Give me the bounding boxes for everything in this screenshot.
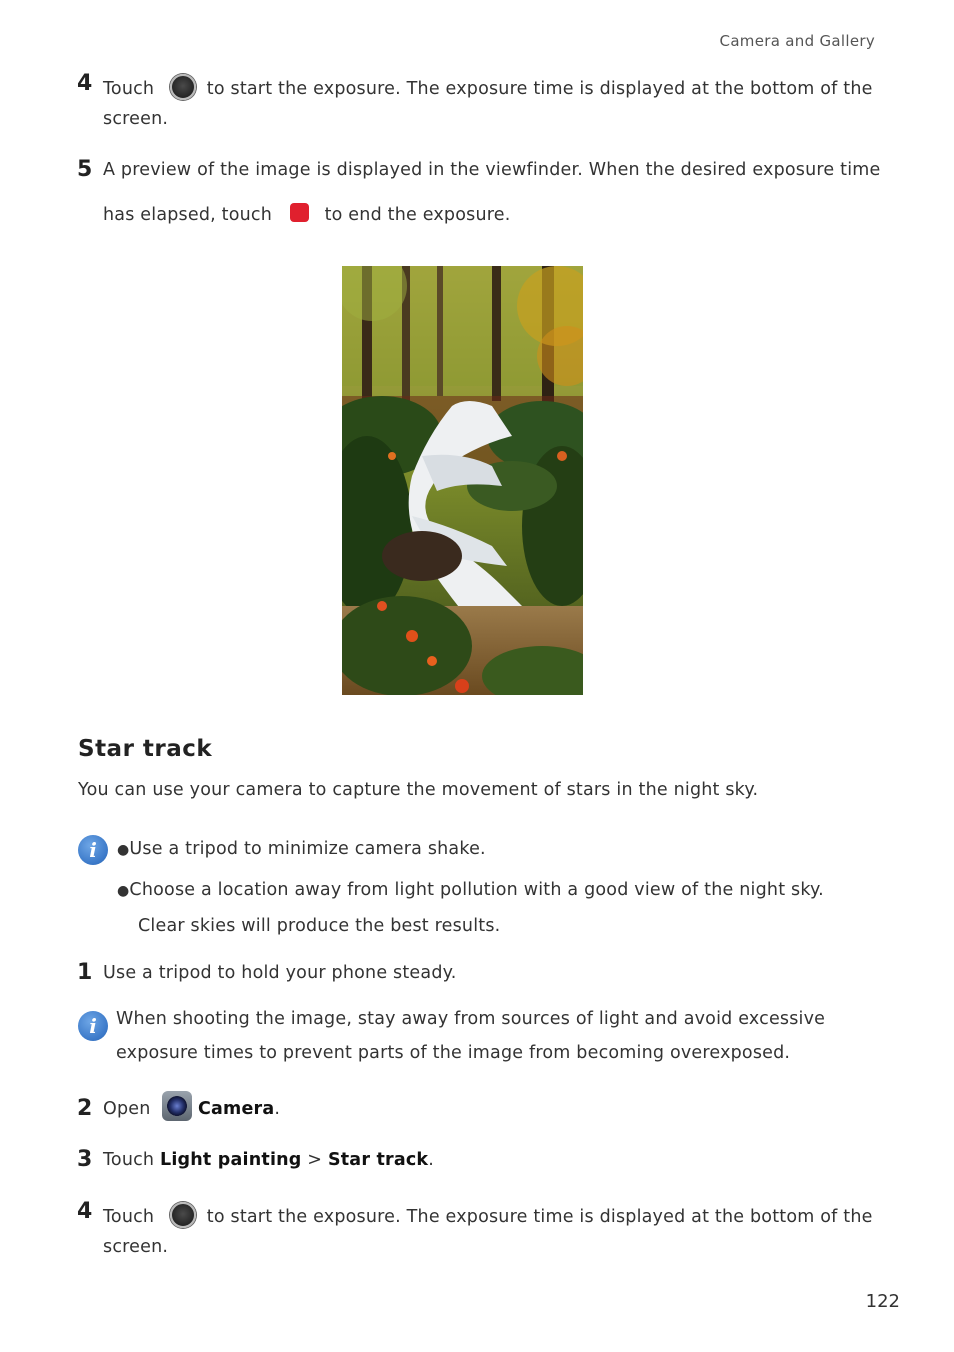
step-5-line1: A preview of the image is displayed in the viewfinder. When the desired exposure time	[103, 160, 881, 180]
note-line2: exposure times to prevent parts of the image from becoming overexposed.	[116, 1043, 791, 1063]
step-number: 3	[77, 1147, 93, 1172]
step-4-text	[103, 74, 873, 100]
step-number: 2	[77, 1096, 93, 1121]
step-2-app	[198, 1099, 280, 1119]
page-number: 122	[865, 1291, 900, 1312]
step-text-pre: Touch	[103, 1150, 155, 1170]
step-number: 5	[77, 157, 93, 182]
tip-continuation: Clear skies will produce the best results.	[138, 916, 501, 936]
step-1-text: Use a tripod to hold your phone steady.	[103, 963, 457, 983]
step-text-post: to start the exposure. The exposure time is displayed at the bottom of the	[206, 79, 873, 99]
tip-item	[117, 839, 486, 859]
step-text-pre: Touch	[103, 1207, 155, 1227]
step-number: 4	[77, 1199, 93, 1224]
step-text-post: to end the exposure.	[324, 205, 511, 225]
info-icon: i	[78, 835, 108, 865]
step-number: 1	[77, 960, 93, 985]
step-text-post: to start the exposure. The exposure time is displayed at the bottom of the	[206, 1207, 873, 1227]
section-title: Star track	[78, 736, 213, 762]
step-2-text: Open	[103, 1099, 151, 1119]
step-4-continuation: screen.	[103, 1237, 169, 1257]
camera-app-label: Camera	[198, 1099, 275, 1119]
bullet-icon: ●	[117, 842, 130, 858]
page-header: Camera and Gallery	[719, 32, 875, 50]
step-5-line2	[103, 203, 511, 225]
step-number: 4	[77, 71, 93, 96]
light-painting-label: Light painting	[160, 1150, 302, 1170]
step-3-text	[103, 1150, 434, 1170]
punctuation: .	[428, 1150, 435, 1170]
step-4-continuation: screen.	[103, 109, 169, 129]
camera-app-icon	[162, 1091, 192, 1121]
info-icon: i	[78, 1011, 108, 1041]
step-4-text	[103, 1202, 873, 1228]
tip-item	[117, 880, 824, 900]
step-text-pre: Touch	[103, 79, 155, 99]
step-text-pre: has elapsed, touch	[103, 205, 273, 225]
tip-text: Choose a location away from light pollution with a good view of the night sky.	[129, 880, 824, 900]
stop-button-icon	[290, 203, 309, 222]
star-track-label: Star track	[327, 1150, 429, 1170]
section-intro: You can use your camera to capture the movement of stars in the night sky.	[78, 780, 759, 800]
tip-text: Use a tripod to minimize camera shake.	[129, 839, 486, 859]
shutter-button-icon	[170, 1202, 196, 1228]
bullet-icon: ●	[117, 883, 130, 899]
note-line1: When shooting the image, stay away from sources of light and avoid excessive	[116, 1009, 826, 1029]
punctuation: .	[274, 1099, 281, 1119]
shutter-button-icon	[170, 74, 196, 100]
waterfall-photo	[342, 266, 583, 695]
path-separator: >	[301, 1150, 328, 1170]
